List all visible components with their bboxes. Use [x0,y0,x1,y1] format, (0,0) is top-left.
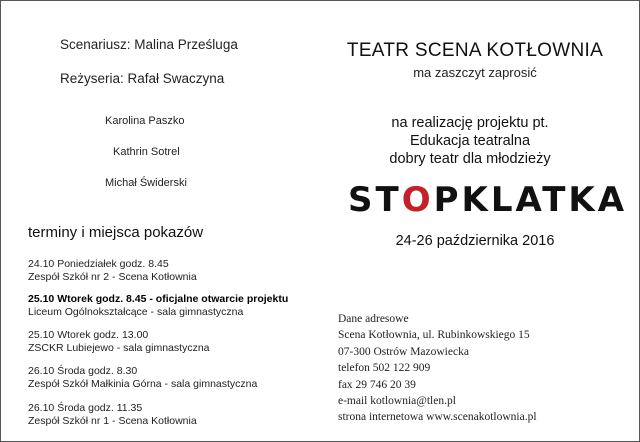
schedule-entry [28,402,197,428]
logo-text-end: PKLATKA [433,180,628,220]
invitation-text: ma zaszczyt zaprosić [413,65,537,80]
entry-date: 26.10 Środa godz. 11.35 [28,402,143,414]
script-credit: Scenariusz: Malina Prześluga [60,37,238,52]
direction-credit: Reżyseria: Rafał Swaczyna [60,71,225,86]
entry-place: Liceum Ogólnokształcące - sala gimnastyczna [28,306,244,318]
entry-place: Zespół Szkół Małkinia Górna - sala gimnastyczna [28,378,258,390]
entry-place: Zespół Szkół nr 2 - Scena Kotłownia [28,271,197,283]
cast-member: Kathrin Sotrel [113,146,180,158]
project-tagline: dobry teatr dla młodzieży [389,151,551,167]
entry-date: 25.10 Wtorek godz. 13.00 [28,329,149,341]
stopklatka-logo [348,180,627,220]
project-intro: na realizację projektu pt. [391,115,549,131]
address-website: strona internetowa www.scenakotlownia.pl [338,411,537,424]
address-heading: Dane adresowe [338,313,409,325]
schedule-entry [28,258,197,284]
schedule-entry [28,293,288,319]
address-phone: telefon 502 122 909 [338,362,431,375]
address-email: e-mail kotlownia@tlen.pl [338,395,456,408]
address-fax: fax 29 746 20 39 [338,378,416,391]
schedule-entry [28,329,210,355]
address-street: Scena Kotłownia, ul. Rubinkowskiego 15 [338,329,530,342]
theatre-name: TEATR SCENA KOTŁOWNIA [346,40,604,61]
entry-date: 26.10 Środa godz. 8.30 [28,365,138,377]
entry-place: ZSCKR Lubiejewo - sala gimnastyczna [28,342,210,354]
logo-text-start: ST [348,180,402,220]
entry-date: 24.10 Poniedziałek godz. 8.45 [28,258,169,270]
project-name: Edukacja teatralna [409,133,531,149]
event-dates: 24-26 października 2016 [395,233,555,249]
entry-date: 25.10 Wtorek godz. 8.45 - oficjalne otwarcie projektu [28,293,289,305]
entry-place: Zespół Szkół nr 1 - Scena Kotłownia [28,415,197,427]
cast-member: Karolina Paszko [105,115,185,127]
address-block [338,311,537,426]
schedule-heading: terminy i miejsca pokazów [28,224,204,241]
schedule-entry [28,365,257,391]
logo-accent-letter: O [401,180,434,220]
address-postcode: 07-300 Ostrów Mazowiecka [338,345,469,358]
cast-member: Michał Świderski [105,177,187,189]
